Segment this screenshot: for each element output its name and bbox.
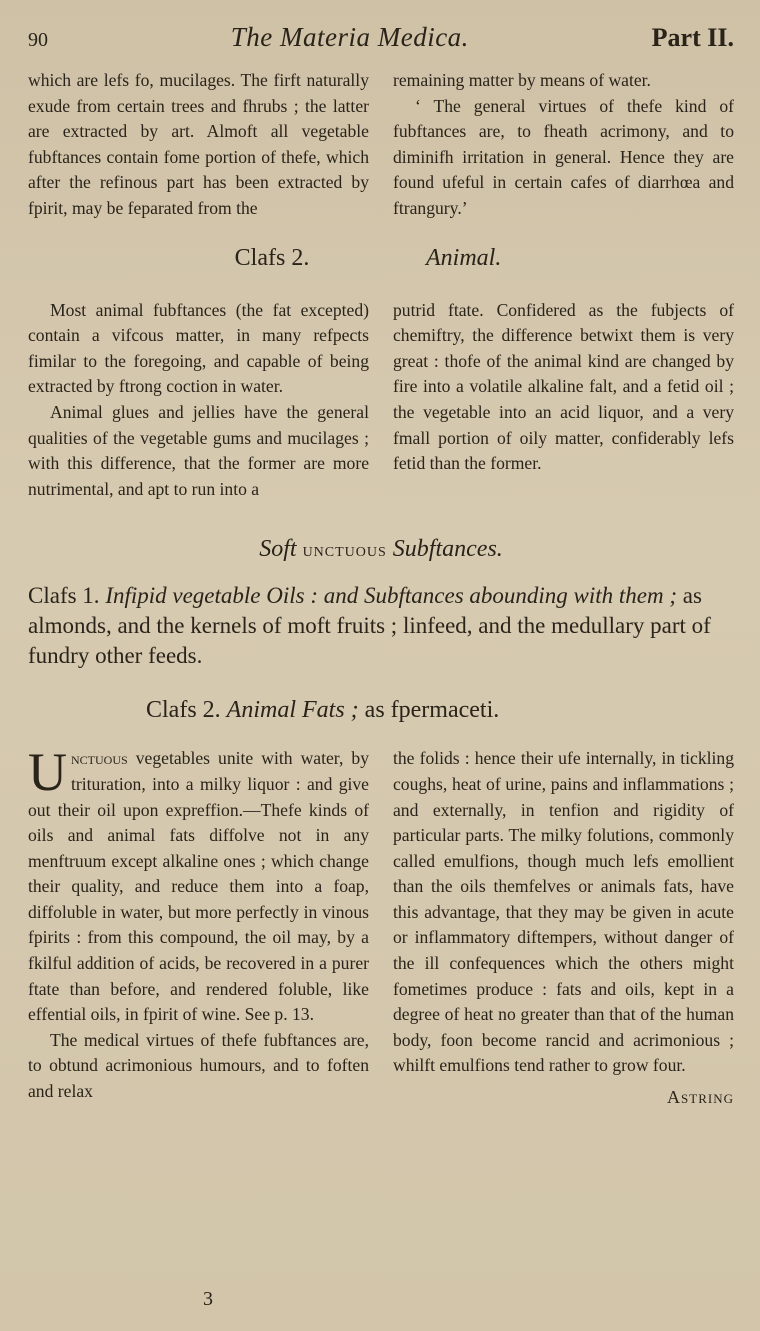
animal-right-column <box>393 298 734 503</box>
paragraph-text: vegetables unite with water, by trituration, into a milky liquor : and give out their oil upon expreffion.—Thefe kinds of oils and animal fats diffolve not in any menftruum except alkaline ones ; which change their quality, and reduce them into a foap, diffoluble in water, but more perfectly in vinous fpirits : from this compound, the oil may, by a fkilful addition of acids, be recovered in a purer ftate than before, and rendered foluble, like effential oils, in fpirit of wine. See p. 13. <box>28 748 369 1025</box>
part-label: Part II. <box>651 23 734 52</box>
running-header <box>28 22 734 68</box>
animal-columns <box>28 298 734 503</box>
class-1-rest: as almonds, and the kernels of moft fruits ; linfeed, and the medullary part of fundry other feeds. <box>28 583 711 669</box>
class-label: Clafs 2. <box>234 245 310 272</box>
class-title: Animal. <box>426 245 502 272</box>
class-2-rest: as fpermaceti. <box>364 697 500 724</box>
unctuous-right-column <box>393 746 734 1110</box>
section-title-italic: Soft <box>259 536 297 563</box>
class-2-entry <box>146 697 734 724</box>
paragraph: which are lefs fo, mucilages. The firft naturally exude from certain trees and fhrubs ; the latter are extracted by art. Almoft all vegetable fubftances contain fome portion of thefe, which after the refinous part has been extracted by fpirit, may be feparated from the <box>28 70 369 218</box>
paragraph: The medical virtues of thefe fubftances are, to obtund acrimonious humours, and to foften and relax <box>28 1029 369 1102</box>
class-2-italic: Animal Fats ; <box>226 697 359 724</box>
top-columns <box>28 68 734 222</box>
class-heading <box>28 244 734 274</box>
class-label: Clafs 1. <box>28 583 100 609</box>
unctuous-columns <box>28 742 734 1110</box>
catchword: Astring <box>667 1087 734 1108</box>
page-number: 90 <box>28 29 48 51</box>
paragraph: remaining matter by means of water. <box>393 70 651 90</box>
class-1-entry <box>28 581 734 671</box>
section-title <box>28 536 734 563</box>
animal-left-column <box>28 298 369 503</box>
signature-mark: 3 <box>203 1288 213 1310</box>
paragraph: Animal glues and jellies have the general qualities of the vegetable gums and mucilages ; with this difference, that the former are more nutrimental, and apt to run into a <box>28 401 369 499</box>
drop-cap: U <box>28 742 67 803</box>
paragraph: Most animal fubftances (the fat excepted) contain a vifcous matter, in many refpects fimilar to the foregoing, and capable of being extracted by ftrong coction in water. <box>28 299 369 397</box>
paragraph: putrid ftate. Confidered as the fubjects of chemiftry, the difference betwixt them is very great : thofe of the animal kind are changed by fire into a volatile alkaline falt, and a fetid oil ; the vegetable into an acid liquor, and a very fmall portion of oily matter, confiderably lefs fetid than the former. <box>393 299 734 474</box>
top-right-column <box>393 68 734 222</box>
paragraph: ‘ The general virtues of thefe kind of fubftances are, to fheath acrimony, and to diminifh irritation in general. Hence they are found ufeful in certain cafes of diarrhœa and ftrangury.’ <box>393 95 734 218</box>
unctuous-left-column <box>28 742 369 1110</box>
class-label: Clafs 2. <box>146 697 221 724</box>
lead-word: nctuous <box>71 748 128 769</box>
paragraph: the folids : hence their ufe internally, in tickling coughs, heat of urine, pains and inflammations ; and externally, in tenfion and rigidity of particular parts. The milky folutions, commonly called emulfions, though much lefs emollient than the oils themfelves or animals fats, have this advantage, that they may be given in acute or inflammatory diftempers, without danger of the ill confequences which the others might fometimes produce : fats and oils, kept in a degree of heat no greater than that of the human body, foon become rancid and acrimonious ; whilft emulfions tend rather to grow four. <box>393 748 734 1076</box>
section-title-smallcaps: unctuous <box>302 539 387 562</box>
top-left-column <box>28 68 369 222</box>
section-title-rest: Subftances. <box>392 536 503 563</box>
paragraph <box>28 742 369 1028</box>
running-title: The Materia Medica. <box>230 22 469 52</box>
class-1-italic: Infipid vegetable Oils : and Subftances abounding with them ; <box>105 583 678 609</box>
